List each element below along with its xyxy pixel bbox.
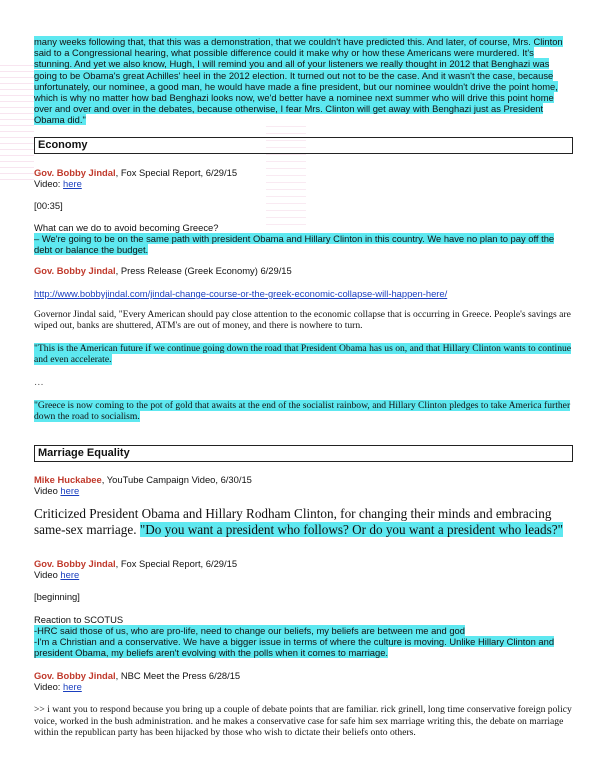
nbc-transcript: >> i want you to respond because you bring up a couple of debate points that are familiar. rick grinell, long time conservative foreign policy voice, worked in the bush administration. and he makes a conservative case for safe him sex marriage writing this, the debate on marriage within the republican party has been hijacked by those who wish to dictate their beliefs onto others. [34, 704, 572, 739]
video-label: Video [34, 569, 61, 580]
huckabee-source [34, 474, 572, 485]
para3-highlight: "Greece is now coming to the pot of gold that awaits at the end of the socialist rainbow, and Hillary Clinton pledges to take America further down the road to socialism. [34, 400, 571, 423]
jindal-nbc-source [34, 670, 572, 681]
jindal-fox-video [34, 178, 572, 189]
source-text: , Press Release (Greek Economy) 6/29/15 [115, 265, 292, 276]
jindal-nbc-video [34, 681, 572, 692]
press-paragraph-2 [34, 343, 572, 366]
speaker-name: Gov. Bobby Jindal [34, 167, 116, 178]
speaker-name: Gov. Bobby Jindal [34, 265, 116, 276]
press-url [34, 288, 572, 299]
huckabee-text: Criticized President Obama and Hillary Rodham Clinton, for changing their minds and embracing same-sex marriage. [34, 506, 552, 537]
intro-text: many weeks following that, that this was a demonstration, that we couldn't have predicted this. And later, of course, Mrs. Clinton said to a Congressional hearing, what possible difference could it make why or how these Americans were murdered. It's stunning. And yet we also know, Hugh, I will remind you and all of your listeners we really thought in 2012 that Benghazi was going to be Obama's great Achilles' heel in the 2012 election. It turned out not to be the case. And it wasn't the case, because unfortunately, our nominee, a good man, he would have made a fine president, but our nominee wouldn't drive the point home, which is why no matter how bad Benghazi looks now, we'd better have a nominee next summer who will drive this point home over and over and over in the debates, because otherwise, I fear Mrs. Clinton will get away with Benghazi just as President Obama did." [34, 36, 563, 126]
video-label: Video: [34, 178, 64, 189]
jindal-fox-source [34, 167, 572, 178]
jindal-press-source [34, 265, 572, 276]
video-link[interactable]: here [63, 681, 82, 692]
video-label: Video: [34, 681, 64, 692]
reaction-line-1 [34, 625, 572, 636]
source-text: , NBC Meet the Press 6/28/15 [115, 670, 241, 681]
huckabee-paragraph [34, 506, 572, 537]
video-link[interactable]: here [60, 569, 80, 580]
jindal-fox2-video [34, 569, 572, 580]
video-label: Video [34, 485, 61, 496]
para2-highlight: "This is the American future if we continue going down the road that President Obama has us on, and that Hillary Clinton wants to continue and even accelerate. [34, 343, 572, 366]
intro-paragraph [34, 36, 572, 126]
beginning-marker: [beginning] [34, 591, 80, 602]
ellipsis: … [34, 377, 44, 388]
speaker-name: Gov. Bobby Jindal [34, 558, 116, 569]
huckabee-quote: "Do you want a president who follows? Or do you want a president who leads?" [139, 521, 563, 537]
source-text: , YouTube Campaign Video, 6/30/15 [101, 474, 252, 485]
source-text: , Fox Special Report, 6/29/15 [115, 558, 238, 569]
jindal-fox2-source [34, 558, 572, 569]
video-link[interactable]: here [60, 485, 80, 496]
faint-bleed-left [0, 60, 34, 180]
press-paragraph-3 [34, 400, 572, 423]
timestamp: [00:35] [34, 200, 63, 211]
speaker-name: Gov. Bobby Jindal [34, 670, 116, 681]
video-link[interactable]: here [63, 178, 82, 189]
line2-highlight: -I'm a Christian and a conservative. We have a bigger issue in terms of where the culture is moving. Unlike Hillary Clinton and president Obama, my beliefs aren't evolving with the polls when it comes to marriage. [34, 636, 555, 659]
reaction-label: Reaction to SCOTUS [34, 614, 124, 625]
reaction-line-2 [34, 636, 572, 658]
press-paragraph-1: Governor Jindal said, "Every American should pay close attention to the economic collapse that is occurring in Greece. People's savings are wiped out, banks are shuttered, ATM's are out of money, and there is nowhere to turn. [34, 309, 571, 332]
speaker-name: Mike Huckabee [34, 474, 102, 485]
economy-heading: Economy [34, 137, 573, 154]
question-text: What can we do to avoid becoming Greece? [34, 222, 219, 233]
source-text: , Fox Special Report, 6/29/15 [115, 167, 238, 178]
answer-text [34, 233, 572, 255]
press-release-link[interactable]: http://www.bobbyjindal.com/jindal-change-course-or-the-greek-economic-collapse-will-happen-here/ [34, 288, 448, 299]
line1-highlight: -HRC said those of us, who are pro-life, need to change our beliefs, my beliefs are between me and god [34, 625, 465, 636]
marriage-heading: Marriage Equality [34, 445, 573, 462]
huckabee-video [34, 485, 572, 496]
answer-highlight: – We're going to be on the same path with president Obama and Hillary Clinton in this country. We have no plan to pay off the debt or balance the budget. [34, 233, 555, 256]
